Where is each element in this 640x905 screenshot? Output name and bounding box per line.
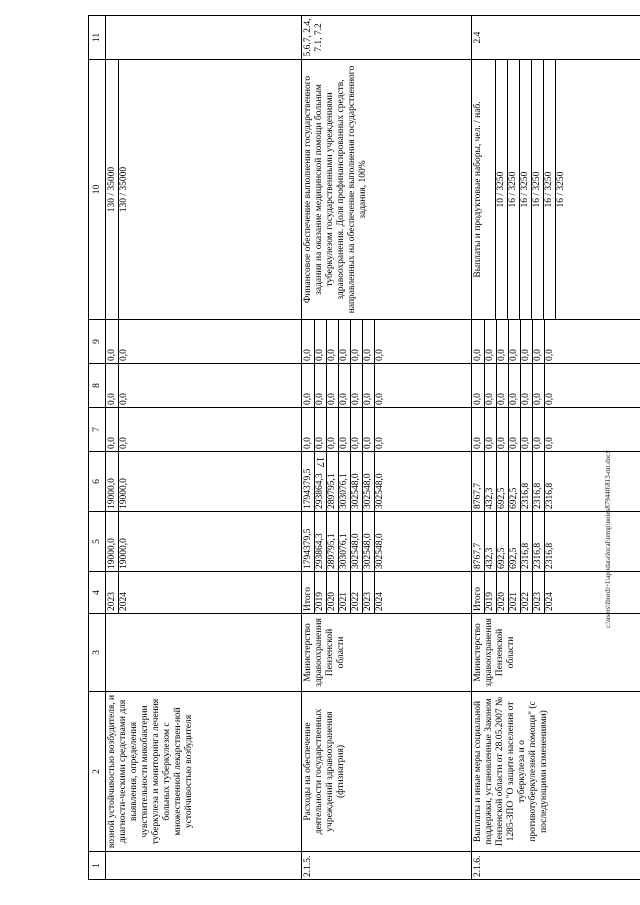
indicator-value: 16 / 3250 (520, 60, 532, 319)
row-c8-values (302, 364, 472, 408)
row-name: Выплаты и иные меры социальной поддержки, установленные Законом Пензенской области от 28.05.2007 № 1285-ЗПО "О защите населения от туберкулеза и о противотуберкулезной помощи" (с последующими изменениями) (472, 692, 640, 852)
value-cell: 0,0 (327, 320, 339, 363)
value-cell: 303076,1 (339, 512, 351, 571)
value-cell: 0,0 (327, 408, 339, 451)
value-cell: 0,0 (473, 408, 485, 451)
value-cell: 0,0 (375, 437, 385, 449)
value-cell: 2022 (351, 572, 363, 613)
table-row (106, 16, 302, 880)
value-cell: 0,0 (497, 408, 509, 451)
value-cell: 0,0 (363, 408, 375, 451)
value-cell: Итого (303, 572, 315, 613)
value-cell: 2316,8 (545, 482, 555, 509)
indicator-value: 130 / 35000 (119, 166, 129, 213)
row-executor: Министерство здравоохранения Пензенской области (472, 614, 640, 692)
value-cell: Итого (473, 572, 485, 613)
value-cell: 2021 (339, 572, 351, 613)
value-cell: 303076,1 (339, 452, 351, 511)
value-cell: 302548,0 (351, 512, 363, 571)
value-cell: 2024 (119, 592, 129, 611)
value-cell: 0,0 (521, 364, 533, 407)
table-row (472, 16, 640, 880)
value-cell: 2021 (509, 572, 521, 613)
value-cell: 2024 (545, 592, 555, 611)
value-cell: 8767,7 (473, 512, 485, 571)
row-c6-values (106, 452, 302, 512)
row-c7-values (302, 408, 472, 452)
row-references: 2.4 (472, 16, 640, 60)
row-indicator (472, 60, 640, 320)
value-cell: 692,5 (497, 512, 509, 571)
value-cell: 0,0 (339, 408, 351, 451)
value-cell: 0,0 (473, 364, 485, 407)
value-cell: 19000,0 (107, 512, 119, 571)
value-cell: 692,5 (497, 452, 509, 511)
value-cell: 0,0 (485, 408, 497, 451)
row-references: 5.6.7, 2.4, 7.1, 7.2 (302, 16, 472, 60)
value-cell: 0,0 (351, 320, 363, 363)
header-cell: 1 (89, 852, 106, 880)
row-references (106, 16, 302, 60)
value-cell: 0,0 (119, 437, 129, 449)
value-cell: 0,0 (485, 364, 497, 407)
value-cell: 289795,1 (327, 452, 339, 511)
value-cell: 0,0 (107, 320, 119, 363)
row-c6-values (302, 452, 472, 512)
page-number: 17 (314, 456, 326, 468)
table-row (302, 16, 472, 880)
value-cell: 8767,7 (473, 452, 485, 511)
value-cell: 2023 (363, 572, 375, 613)
row-c9-values (106, 320, 302, 364)
header-cell: 7 (89, 408, 106, 452)
row-c5-values (472, 512, 640, 572)
indicator-value: 130 / 35000 (107, 60, 119, 319)
header-cell: 4 (89, 572, 106, 614)
value-cell: 0,0 (303, 408, 315, 451)
value-cell: 2316,8 (533, 452, 545, 511)
value-cell: 2316,8 (521, 452, 533, 511)
value-cell: 0,0 (327, 364, 339, 407)
value-cell: 289795,1 (327, 512, 339, 571)
indicator-values (107, 62, 130, 317)
value-cell: 302548,0 (351, 452, 363, 511)
value-cell: 302548,0 (375, 473, 385, 509)
header-cell: 8 (89, 364, 106, 408)
indicator-value: 16 / 3250 (532, 60, 544, 319)
table-container (88, 16, 618, 880)
row-years-values (472, 572, 640, 614)
rotated-table-area (88, 16, 618, 880)
row-c9-values (472, 320, 640, 364)
value-cell: 0,0 (351, 408, 363, 451)
value-cell: 19000,0 (119, 478, 129, 509)
row-executor (106, 614, 302, 692)
value-cell: 0,0 (521, 320, 533, 363)
value-cell: 302548,0 (363, 512, 375, 571)
row-c7-values (472, 408, 640, 452)
value-cell: 2020 (497, 572, 509, 613)
value-cell: 0,0 (303, 364, 315, 407)
header-cell: 3 (89, 614, 106, 692)
value-cell: 0,0 (533, 408, 545, 451)
row-c6-values (472, 452, 640, 512)
row-number: 2.1.5. (302, 852, 472, 880)
value-cell: 19000,0 (107, 452, 119, 511)
row-years-values (106, 572, 302, 614)
value-cell: 0,0 (545, 393, 555, 405)
value-cell: 2023 (533, 572, 545, 613)
value-cell: 0,0 (351, 364, 363, 407)
value-cell: 0,0 (545, 437, 555, 449)
indicator-values (484, 62, 567, 317)
value-cell: 0,0 (315, 320, 327, 363)
value-cell: 0,0 (339, 364, 351, 407)
table-header-row (89, 16, 106, 880)
row-executor: Министерство здравоохранения Пензенской области (302, 614, 472, 692)
header-cell: 10 (89, 60, 106, 320)
value-cell: 0,0 (119, 393, 129, 405)
value-cell: 0,0 (375, 393, 385, 405)
value-cell: 0,0 (485, 320, 497, 363)
row-c5-values (302, 512, 472, 572)
value-cell: 0,0 (363, 364, 375, 407)
row-name: Расходы на обеспечение деятельности государственных учреждений здравоохранения (фтизиатрия) (302, 692, 472, 852)
row-indicator (302, 60, 472, 320)
value-cell: 1794379,5 (303, 452, 315, 511)
value-cell: 0,0 (473, 320, 485, 363)
value-cell: 0,0 (533, 320, 545, 363)
value-cell: 0,0 (497, 364, 509, 407)
indicator-value (484, 60, 496, 319)
value-cell: 0,0 (545, 349, 555, 361)
value-cell: 293864,3 (315, 452, 327, 511)
value-cell: 0,0 (339, 320, 351, 363)
value-cell: 19000,0 (119, 538, 129, 569)
header-cell: 9 (89, 320, 106, 364)
value-cell: 2019 (315, 572, 327, 613)
value-cell: 0,0 (509, 408, 521, 451)
value-cell: 432,3 (485, 512, 497, 571)
row-c9-values (302, 320, 472, 364)
value-cell: 0,0 (497, 320, 509, 363)
value-cell: 1794379,5 (303, 512, 315, 571)
indicator-text: Финансовое обеспечение выполнения государственного задания на оказание медицинской помощи больным туберкулезом государственными учреждениями здравоохранения. Доля профинансированных средств, направленных на обеспечение выполнения государственного задания, 100% (303, 65, 368, 314)
footer-file-path: c:\users\ibordi~1\appdata\local\temp\notes879440\813-пп.docx (604, 450, 612, 628)
indicator-value: 10 / 3250 (496, 60, 508, 319)
value-cell: 0,0 (521, 408, 533, 451)
value-cell: 2023 (107, 572, 119, 613)
value-cell: 2020 (327, 572, 339, 613)
value-cell: 692,5 (509, 512, 521, 571)
value-cell: 0,0 (363, 320, 375, 363)
value-cell: 0,0 (107, 364, 119, 407)
value-cell: 302548,0 (375, 533, 385, 569)
value-cell: 0,0 (303, 320, 315, 363)
header-cell: 2 (89, 692, 106, 852)
value-cell: 692,5 (509, 452, 521, 511)
value-cell: 0,0 (119, 349, 129, 361)
value-cell: 2024 (375, 592, 385, 611)
indicator-value: 16 / 3250 (556, 171, 566, 208)
value-cell: 0,0 (509, 320, 521, 363)
header-cell: 5 (89, 512, 106, 572)
value-cell: 302548,0 (363, 452, 375, 511)
value-cell: 432,3 (485, 452, 497, 511)
row-c7-values (106, 408, 302, 452)
row-number: 2.1.6. (472, 852, 640, 880)
header-cell: 11 (89, 16, 106, 60)
value-cell: 0,0 (315, 364, 327, 407)
program-table (88, 15, 640, 880)
value-cell: 0,0 (107, 408, 119, 451)
value-cell: 2022 (521, 572, 533, 613)
value-cell: 293864,3 (315, 512, 327, 571)
row-c5-values (106, 512, 302, 572)
row-name: возной устойчивостью возбудителя, и диагности-ческими средствами для выявления, определения чувствительности микобактерии туберкулеза и мониторинга лечения больных туберкулезом с множественной лекарствен-ной устойчивостью возбудителя (106, 692, 302, 852)
value-cell: 0,0 (375, 349, 385, 361)
value-cell: 2019 (485, 572, 497, 613)
value-cell: 0,0 (315, 408, 327, 451)
indicator-text: Выплаты и продуктовые наборы, чел. / наб. (473, 101, 483, 278)
row-indicator (106, 60, 302, 320)
value-cell: 0,0 (509, 364, 521, 407)
row-years-values (302, 572, 472, 614)
value-cell: 0,0 (533, 364, 545, 407)
header-cell: 6 (89, 452, 106, 512)
indicator-value: 16 / 3250 (544, 60, 556, 319)
value-cell: 2316,8 (521, 512, 533, 571)
row-number (106, 852, 302, 880)
indicator-value: 16 / 3250 (508, 60, 520, 319)
row-c8-values (106, 364, 302, 408)
row-c8-values (472, 364, 640, 408)
value-cell: 2316,8 (545, 542, 555, 569)
value-cell: 2316,8 (533, 512, 545, 571)
